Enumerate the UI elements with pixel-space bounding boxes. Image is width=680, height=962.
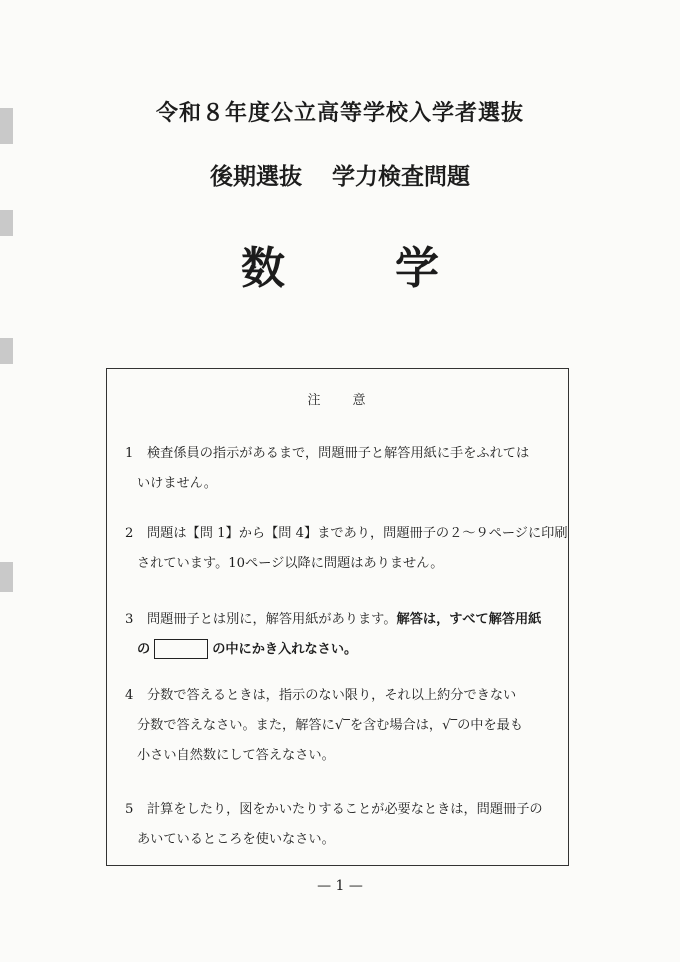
subtitle-right: 学力検査問題 bbox=[332, 164, 470, 190]
notice-item-5: 5 計算をしたり，図をかいたりすることが必要なときは，問題冊子の あいているところを使いなさい。 bbox=[125, 802, 543, 847]
page-number: — 1 — bbox=[317, 878, 363, 894]
notice-box bbox=[106, 368, 569, 866]
subject-char-1: 数 bbox=[241, 243, 285, 294]
answer-box-sample bbox=[154, 639, 208, 659]
notice-item-3: 3 問題冊子とは別に，解答用紙があります。解答は，すべて解答用紙 の の中にかき入れなさい。 bbox=[125, 612, 542, 657]
edge-scan-mark-3 bbox=[0, 338, 13, 364]
edge-scan-mark-4 bbox=[0, 562, 13, 592]
sqrt-symbol-1: √‾ bbox=[334, 718, 350, 733]
exam-title: 令和８年度公立高等学校入学者選抜 bbox=[155, 101, 524, 126]
sqrt-symbol-2: √‾ bbox=[442, 718, 458, 733]
notice-title: 注 意 bbox=[307, 393, 368, 408]
subtitle-left: 後期選抜 bbox=[210, 164, 302, 190]
notice-item-4: 4 分数で答えるときは，指示のない限り，それ以上約分できない 分数で答えなさい。また，解答に√‾を含む場合は，√‾の中を最も 小さい自然数にして答えなさい。 bbox=[125, 688, 524, 763]
notice-item-2: 2 問題は【問 1】から【問 4】まであり，問題冊子の２～９ページに印刷 されています。10ページ以降に問題はありません。 bbox=[125, 526, 568, 571]
subject-title bbox=[0, 232, 680, 296]
subject-char-2: 学 bbox=[395, 243, 439, 294]
notice-item-1: 1 検査係員の指示があるまで，問題冊子と解答用紙に手をふれては いけません。 bbox=[125, 446, 530, 491]
exam-subtitle bbox=[0, 158, 680, 191]
